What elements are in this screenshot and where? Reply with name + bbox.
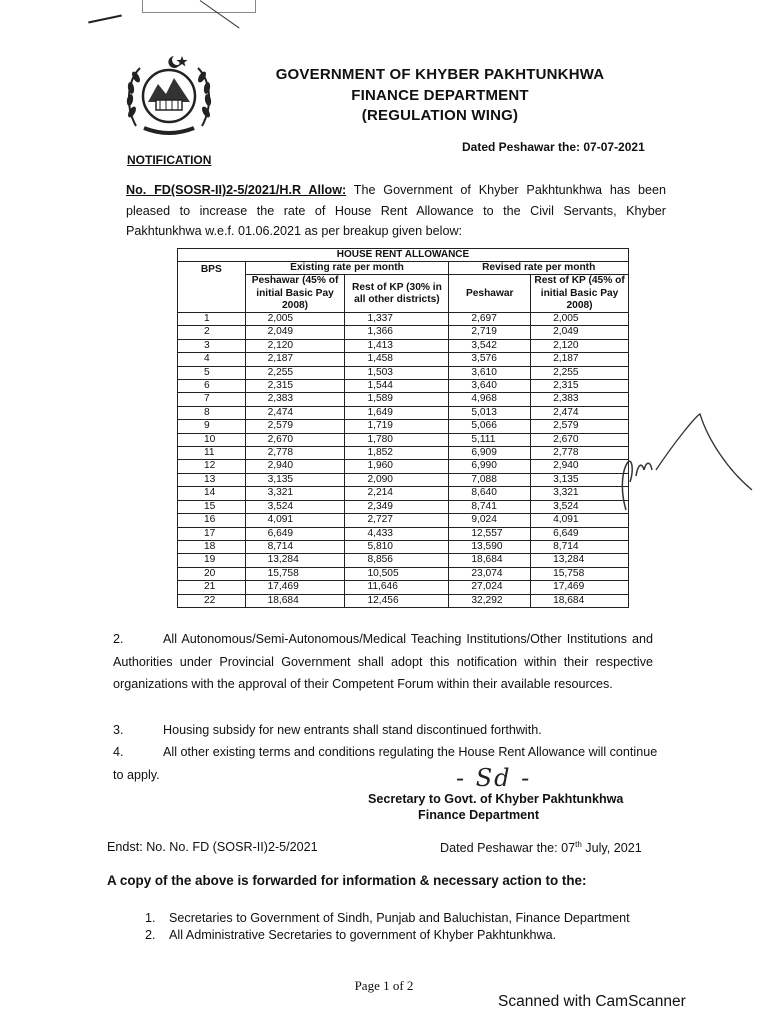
recipient-list bbox=[145, 911, 665, 945]
bps-cell: 10 bbox=[178, 433, 246, 446]
rate-cell: 32,292 bbox=[449, 594, 531, 607]
table-row bbox=[178, 473, 629, 486]
copy-forwarded-heading: A copy of the above is forwarded for information & necessary action to the: bbox=[107, 873, 587, 888]
rate-cell: 17,469 bbox=[531, 581, 629, 594]
table-row bbox=[178, 460, 629, 473]
rate-cell: 11,646 bbox=[345, 581, 449, 594]
rate-cell: 2,255 bbox=[245, 366, 345, 379]
bps-cell: 11 bbox=[178, 447, 246, 460]
bps-cell: 7 bbox=[178, 393, 246, 406]
table-row bbox=[178, 406, 629, 419]
list-item bbox=[145, 911, 665, 926]
rate-cell: 13,284 bbox=[531, 554, 629, 567]
rate-cell: 2,940 bbox=[245, 460, 345, 473]
paragraph-2-text: All Autonomous/Semi-Autonomous/Medical Teaching Institutions/Other Institutions and Authorities under Provincial Government shall adopt this notification within their respective organizations with the approval of their Competent Forum within their available resources. bbox=[113, 632, 653, 691]
endorsement-date bbox=[440, 840, 642, 855]
recipient-number: 1. bbox=[145, 911, 156, 925]
page-number: Page 1 of 2 bbox=[354, 978, 414, 993]
rate-cell: 4,091 bbox=[531, 514, 629, 527]
rate-cell: 8,714 bbox=[245, 540, 345, 553]
rate-cell: 13,590 bbox=[449, 540, 531, 553]
rate-cell: 2,049 bbox=[531, 326, 629, 339]
bps-cell: 21 bbox=[178, 581, 246, 594]
rate-cell: 15,758 bbox=[531, 567, 629, 580]
table-row bbox=[178, 567, 629, 580]
rate-cell: 10,505 bbox=[345, 567, 449, 580]
pen-stroke-mark bbox=[88, 14, 122, 23]
table-row bbox=[178, 420, 629, 433]
rate-cell: 12,456 bbox=[345, 594, 449, 607]
rate-cell: 2,120 bbox=[531, 339, 629, 352]
table-row bbox=[178, 514, 629, 527]
rate-cell: 12,557 bbox=[449, 527, 531, 540]
rate-cell: 2,090 bbox=[345, 473, 449, 486]
bps-cell: 20 bbox=[178, 567, 246, 580]
rate-cell: 6,649 bbox=[245, 527, 345, 540]
rate-cell: 3,135 bbox=[245, 473, 345, 486]
rate-cell: 2,940 bbox=[531, 460, 629, 473]
col-rest-kp-revised: Rest of KP (45% of initial Basic Pay 2008) bbox=[531, 275, 629, 313]
rate-cell: 3,524 bbox=[245, 500, 345, 513]
rate-cell: 3,135 bbox=[531, 473, 629, 486]
rate-cell: 2,383 bbox=[245, 393, 345, 406]
bps-cell: 8 bbox=[178, 406, 246, 419]
rate-cell: 8,640 bbox=[449, 487, 531, 500]
paragraph-2 bbox=[113, 628, 653, 696]
rate-cell: 5,066 bbox=[449, 420, 531, 433]
col-peshawar-existing: Peshawar (45% of initial Basic Pay 2008) bbox=[245, 275, 345, 313]
rate-cell: 2,778 bbox=[531, 447, 629, 460]
rate-cell: 2,670 bbox=[245, 433, 345, 446]
bps-cell: 3 bbox=[178, 339, 246, 352]
table-row bbox=[178, 500, 629, 513]
table-row bbox=[178, 487, 629, 500]
col-peshawar-revised: Peshawar bbox=[449, 275, 531, 313]
rate-cell: 2,778 bbox=[245, 447, 345, 460]
table-row bbox=[178, 527, 629, 540]
rate-cell: 3,321 bbox=[531, 487, 629, 500]
rate-cell: 6,649 bbox=[531, 527, 629, 540]
bps-cell: 6 bbox=[178, 380, 246, 393]
rate-cell: 2,315 bbox=[245, 380, 345, 393]
rate-cell: 2,670 bbox=[531, 433, 629, 446]
rate-cell: 2,255 bbox=[531, 366, 629, 379]
rate-cell: 1,366 bbox=[345, 326, 449, 339]
rate-cell: 3,542 bbox=[449, 339, 531, 352]
rate-cell: 1,960 bbox=[345, 460, 449, 473]
table-row bbox=[178, 540, 629, 553]
rate-cell: 2,005 bbox=[245, 313, 345, 326]
bps-cell: 15 bbox=[178, 500, 246, 513]
rate-cell: 1,780 bbox=[345, 433, 449, 446]
recipient-number: 2. bbox=[145, 928, 156, 942]
header-government: GOVERNMENT OF KHYBER PAKHTUNKHWA bbox=[275, 66, 605, 83]
rate-cell: 1,458 bbox=[345, 353, 449, 366]
rate-cell: 2,383 bbox=[531, 393, 629, 406]
rate-cell: 8,714 bbox=[531, 540, 629, 553]
table-row bbox=[178, 554, 629, 567]
bps-cell: 14 bbox=[178, 487, 246, 500]
header-wing: (REGULATION WING) bbox=[361, 107, 519, 124]
table-row bbox=[178, 433, 629, 446]
endorsement-date-sup: th bbox=[575, 840, 582, 849]
recipient-text: Secretaries to Government of Sindh, Punjab and Baluchistan, Finance Department bbox=[169, 911, 630, 925]
rate-cell: 4,968 bbox=[449, 393, 531, 406]
rate-cell: 3,524 bbox=[531, 500, 629, 513]
paragraph-2-number: 2. bbox=[113, 632, 124, 646]
bps-cell: 13 bbox=[178, 473, 246, 486]
rate-cell: 2,187 bbox=[245, 353, 345, 366]
endorsement-number: Endst: No. No. FD (SOSR-II)2-5/2021 bbox=[107, 840, 318, 854]
rate-cell: 8,856 bbox=[345, 554, 449, 567]
secretary-department: Finance Department bbox=[418, 808, 540, 822]
table-row bbox=[178, 447, 629, 460]
rate-cell: 9,024 bbox=[449, 514, 531, 527]
table-row bbox=[178, 594, 629, 607]
dated-line: Dated Peshawar the: 07-07-2021 bbox=[462, 140, 645, 154]
bps-cell: 9 bbox=[178, 420, 246, 433]
rate-cell: 18,684 bbox=[245, 594, 345, 607]
bps-header: BPS bbox=[178, 262, 246, 313]
notification-reference: No. FD(SOSR-II)2-5/2021/H.R Allow: bbox=[126, 183, 347, 197]
list-item bbox=[145, 928, 665, 943]
col-rest-kp-existing: Rest of KP (30% in all other districts) bbox=[345, 275, 449, 313]
rate-cell: 1,649 bbox=[345, 406, 449, 419]
rate-cell: 27,024 bbox=[449, 581, 531, 594]
endorsement-date-prefix: Dated Peshawar the: 07 bbox=[440, 841, 576, 856]
rate-cell: 5,111 bbox=[449, 433, 531, 446]
notification-label: NOTIFICATION bbox=[127, 153, 212, 167]
rate-cell: 3,576 bbox=[449, 353, 531, 366]
table-row bbox=[178, 313, 629, 326]
paragraph-3-text: Housing subsidy for new entrants shall stand discontinued forthwith. bbox=[163, 723, 542, 737]
paragraph-4-text: All other existing terms and conditions regulating the House Rent Allowance will continue to apply. bbox=[113, 745, 658, 782]
rate-cell: 1,413 bbox=[345, 339, 449, 352]
rate-cell: 2,579 bbox=[245, 420, 345, 433]
bps-cell: 16 bbox=[178, 514, 246, 527]
rate-cell: 1,503 bbox=[345, 366, 449, 379]
rate-cell: 18,684 bbox=[531, 594, 629, 607]
rate-cell: 2,120 bbox=[245, 339, 345, 352]
paragraph-4 bbox=[113, 741, 658, 786]
kp-government-emblem-icon bbox=[122, 48, 216, 142]
table-title: HOUSE RENT ALLOWANCE bbox=[178, 249, 629, 262]
rate-cell: 17,469 bbox=[245, 581, 345, 594]
rate-cell: 2,697 bbox=[449, 313, 531, 326]
rate-cell: 2,049 bbox=[245, 326, 345, 339]
table-row bbox=[178, 353, 629, 366]
bps-cell: 19 bbox=[178, 554, 246, 567]
rate-cell: 3,640 bbox=[449, 380, 531, 393]
rate-cell: 6,909 bbox=[449, 447, 531, 460]
rate-cell: 2,727 bbox=[345, 514, 449, 527]
endorsement-date-suffix: July, 2021 bbox=[581, 841, 642, 856]
bps-cell: 12 bbox=[178, 460, 246, 473]
signature-sd: - Sd - bbox=[456, 764, 532, 792]
paragraph-3 bbox=[113, 719, 653, 742]
secretary-title: Secretary to Govt. of Khyber Pakhtunkhwa bbox=[368, 792, 624, 806]
rate-cell: 1,544 bbox=[345, 380, 449, 393]
rate-cell: 7,088 bbox=[449, 473, 531, 486]
rate-cell: 2,719 bbox=[449, 326, 531, 339]
bps-cell: 1 bbox=[178, 313, 246, 326]
rate-cell: 2,187 bbox=[531, 353, 629, 366]
paragraph-4-number: 4. bbox=[113, 745, 124, 759]
table-row bbox=[178, 393, 629, 406]
bps-cell: 2 bbox=[178, 326, 246, 339]
rate-cell: 1,852 bbox=[345, 447, 449, 460]
rate-cell: 13,284 bbox=[245, 554, 345, 567]
house-rent-allowance-table bbox=[177, 248, 629, 608]
existing-rate-header: Existing rate per month bbox=[245, 262, 449, 275]
rate-cell: 3,610 bbox=[449, 366, 531, 379]
rate-cell: 5,810 bbox=[345, 540, 449, 553]
table-row bbox=[178, 326, 629, 339]
table-row bbox=[178, 380, 629, 393]
handwritten-initials-mark bbox=[616, 410, 756, 520]
rate-cell: 2,005 bbox=[531, 313, 629, 326]
rate-cell: 2,474 bbox=[531, 406, 629, 419]
rate-cell: 2,214 bbox=[345, 487, 449, 500]
rate-cell: 3,321 bbox=[245, 487, 345, 500]
table-row bbox=[178, 339, 629, 352]
revised-rate-header: Revised rate per month bbox=[449, 262, 629, 275]
rate-cell: 2,315 bbox=[531, 380, 629, 393]
rate-cell: 8,741 bbox=[449, 500, 531, 513]
header-department: FINANCE DEPARTMENT bbox=[351, 87, 529, 104]
bps-cell: 17 bbox=[178, 527, 246, 540]
table-row bbox=[178, 581, 629, 594]
rate-cell: 2,579 bbox=[531, 420, 629, 433]
rate-cell: 1,589 bbox=[345, 393, 449, 406]
rate-cell: 6,990 bbox=[449, 460, 531, 473]
bps-cell: 5 bbox=[178, 366, 246, 379]
table-row bbox=[178, 366, 629, 379]
rate-cell: 4,091 bbox=[245, 514, 345, 527]
rate-cell: 18,684 bbox=[449, 554, 531, 567]
rate-cell: 1,337 bbox=[345, 313, 449, 326]
rate-cell: 5,013 bbox=[449, 406, 531, 419]
rate-cell: 1,719 bbox=[345, 420, 449, 433]
rate-cell: 2,474 bbox=[245, 406, 345, 419]
intro-paragraph bbox=[126, 180, 666, 242]
camscanner-watermark: Scanned with CamScanner bbox=[498, 993, 686, 1010]
rate-cell: 4,433 bbox=[345, 527, 449, 540]
intro-text: The Government of Khyber Pakhtunkhwa has been pleased to increase the rate of House Rent Allowance to the Civil Servants, Khyber Pakhtunkhwa w.e.f. 01.06.2021 as per breakup given below: bbox=[126, 183, 666, 238]
rate-cell: 2,349 bbox=[345, 500, 449, 513]
recipient-text: All Administrative Secretaries to government of Khyber Pakhtunkhwa. bbox=[169, 928, 557, 942]
bps-cell: 22 bbox=[178, 594, 246, 607]
bps-cell: 4 bbox=[178, 353, 246, 366]
stamp-box-fragment bbox=[142, 0, 256, 13]
paragraph-3-number: 3. bbox=[113, 723, 124, 737]
rate-cell: 23,074 bbox=[449, 567, 531, 580]
bps-cell: 18 bbox=[178, 540, 246, 553]
rate-cell: 15,758 bbox=[245, 567, 345, 580]
